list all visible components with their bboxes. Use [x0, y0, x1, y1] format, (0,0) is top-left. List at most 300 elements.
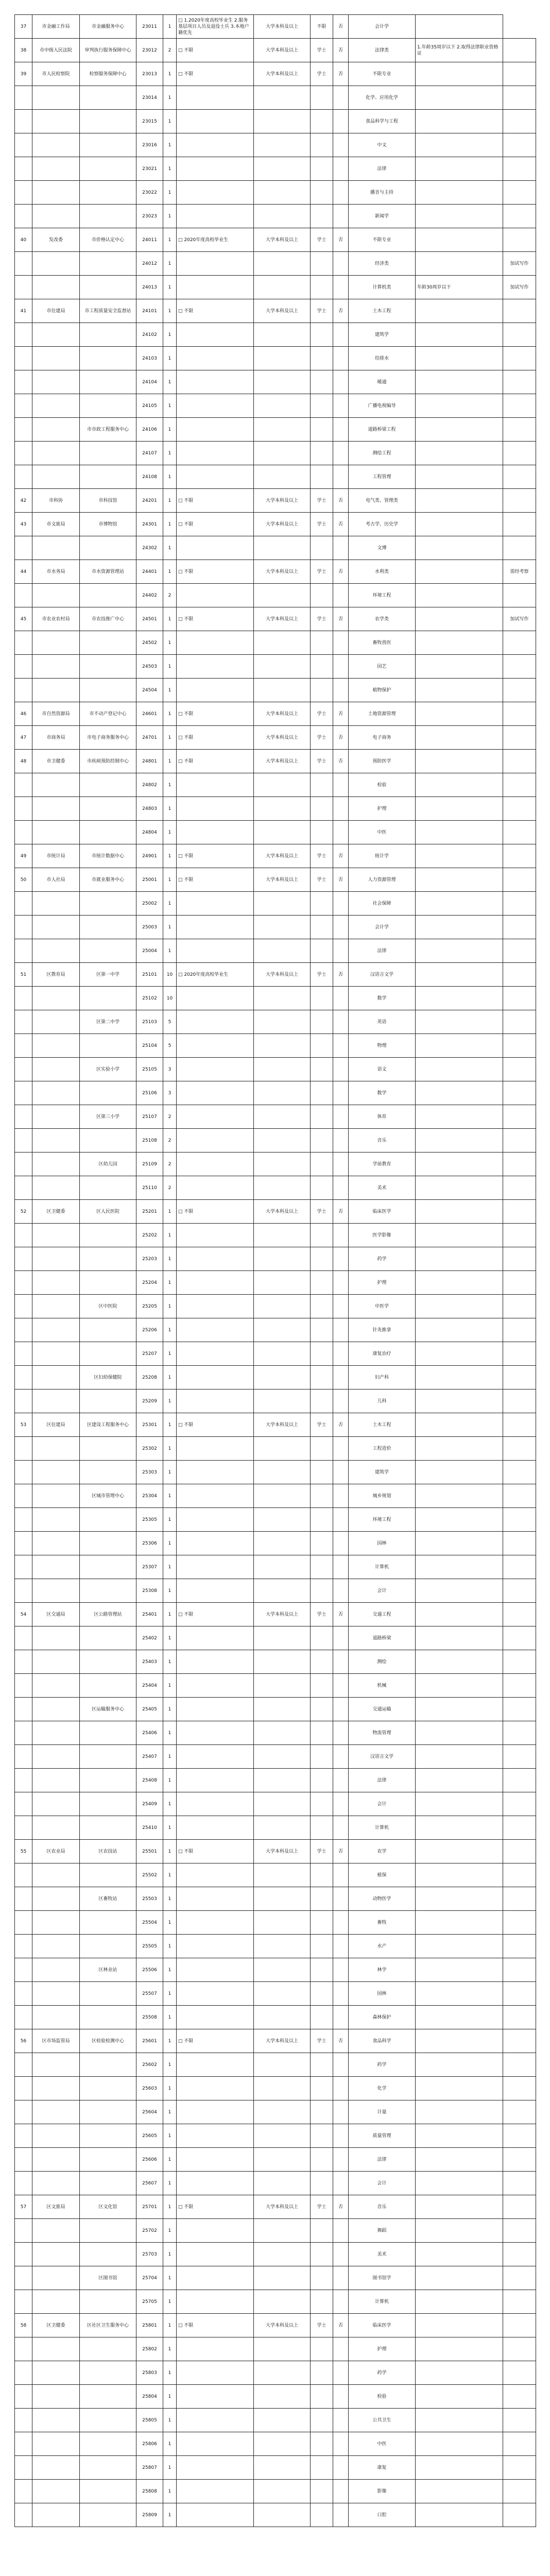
- table-cell: [32, 655, 80, 679]
- table-cell: [32, 1816, 80, 1840]
- table-cell: [311, 916, 333, 939]
- table-cell: 1: [163, 323, 177, 347]
- table-cell: [311, 892, 333, 916]
- table-cell: [32, 205, 80, 228]
- table-cell: 畜牧兽医: [349, 631, 416, 655]
- table-cell: [177, 1342, 254, 1366]
- table-cell: 法律: [349, 157, 416, 181]
- table-cell: [311, 110, 333, 133]
- table-cell: [416, 797, 503, 821]
- table-cell: 57: [15, 2195, 32, 2219]
- table-cell: [333, 1650, 349, 1674]
- table-cell: 区实验小学: [80, 1058, 136, 1081]
- table-cell: [416, 1224, 503, 1247]
- table-cell: [32, 2148, 80, 2172]
- table-cell: 1: [163, 797, 177, 821]
- table-cell: 需经考察: [503, 560, 536, 584]
- table-cell: 语文: [349, 1058, 416, 1081]
- table-cell: [311, 584, 333, 607]
- table-cell: [80, 1247, 136, 1271]
- table-cell: [333, 1081, 349, 1105]
- table-cell: [333, 157, 349, 181]
- table-row: [15, 844, 536, 868]
- table-cell: [32, 1224, 80, 1247]
- table-cell: [333, 2219, 349, 2243]
- table-cell: [333, 1295, 349, 1318]
- table-cell: [15, 1911, 32, 1935]
- table-cell: 1: [163, 1603, 177, 1626]
- table-cell: [416, 252, 503, 276]
- table-row: [15, 205, 536, 228]
- table-cell: [503, 418, 536, 442]
- table-cell: 25702: [136, 2219, 163, 2243]
- table-cell: [32, 2243, 80, 2266]
- table-cell: 大学本科及以上: [254, 702, 311, 726]
- table-cell: 25501: [136, 1840, 163, 1863]
- table-cell: [32, 2219, 80, 2243]
- table-cell: 49: [15, 844, 32, 868]
- table-cell: 化学、应用化学: [349, 86, 416, 110]
- table-cell: [503, 1010, 536, 1034]
- table-cell: 1: [163, 2290, 177, 2314]
- table-row: [15, 607, 536, 631]
- table-cell: 48: [15, 750, 32, 773]
- table-cell: □ 不限: [177, 2314, 254, 2337]
- table-cell: [80, 2077, 136, 2100]
- table-cell: [333, 181, 349, 205]
- table-cell: [32, 2290, 80, 2314]
- table-cell: 电子商务: [349, 726, 416, 750]
- table-row: [15, 1034, 536, 1058]
- table-cell: [177, 1721, 254, 1745]
- table-cell: 大学本科及以上: [254, 2029, 311, 2053]
- table-cell: [416, 655, 503, 679]
- table-cell: 25104: [136, 1034, 163, 1058]
- table-cell: [177, 442, 254, 465]
- table-cell: [503, 1295, 536, 1318]
- table-cell: [311, 2503, 333, 2527]
- table-cell: [80, 1318, 136, 1342]
- table-cell: [503, 2503, 536, 2527]
- table-row: [15, 750, 536, 773]
- table-cell: [311, 2480, 333, 2503]
- table-cell: [80, 1034, 136, 1058]
- table-cell: [80, 2172, 136, 2195]
- table-cell: 24401: [136, 560, 163, 584]
- table-cell: [311, 1863, 333, 1887]
- table-row: [15, 157, 536, 181]
- table-cell: [503, 2124, 536, 2148]
- table-cell: [503, 2219, 536, 2243]
- table-cell: [333, 1508, 349, 1532]
- table-cell: [177, 2100, 254, 2124]
- table-cell: [80, 821, 136, 844]
- table-cell: [32, 2053, 80, 2077]
- table-cell: [254, 1484, 311, 1508]
- table-cell: 25504: [136, 1911, 163, 1935]
- table-cell: [416, 394, 503, 418]
- table-cell: [311, 2077, 333, 2100]
- table-cell: 质量管理: [349, 2124, 416, 2148]
- table-cell: [15, 1650, 32, 1674]
- table-cell: [80, 584, 136, 607]
- table-cell: [416, 1413, 503, 1437]
- table-cell: 社会保障: [349, 892, 416, 916]
- table-cell: 康复: [349, 2456, 416, 2480]
- table-cell: [311, 1484, 333, 1508]
- table-cell: [177, 1129, 254, 1153]
- table-cell: [15, 1721, 32, 1745]
- table-cell: [32, 1555, 80, 1579]
- table-row: [15, 1650, 536, 1674]
- table-cell: 25506: [136, 1958, 163, 1982]
- table-cell: 24108: [136, 465, 163, 489]
- table-cell: [177, 2243, 254, 2266]
- table-cell: [254, 1674, 311, 1698]
- table-cell: 25003: [136, 916, 163, 939]
- table-cell: [254, 821, 311, 844]
- table-cell: 1: [163, 1247, 177, 1271]
- table-cell: [416, 2219, 503, 2243]
- table-cell: [416, 750, 503, 773]
- table-cell: 否: [333, 15, 349, 39]
- table-cell: [254, 1792, 311, 1816]
- table-cell: 汉语言文学: [349, 1745, 416, 1769]
- table-cell: 25406: [136, 1721, 163, 1745]
- table-cell: [15, 1555, 32, 1579]
- table-cell: [80, 1721, 136, 1745]
- table-cell: [80, 1769, 136, 1792]
- table-cell: [32, 1389, 80, 1413]
- table-cell: [311, 442, 333, 465]
- table-cell: 区住建局: [32, 1413, 80, 1437]
- table-cell: [15, 679, 32, 702]
- table-cell: 区妇幼保健院: [80, 1366, 136, 1389]
- table-cell: 交通运输: [349, 1698, 416, 1721]
- table-cell: [32, 2456, 80, 2480]
- table-cell: [80, 892, 136, 916]
- table-cell: [15, 1863, 32, 1887]
- table-cell: [333, 1555, 349, 1579]
- table-cell: [503, 2243, 536, 2266]
- table-cell: [32, 1863, 80, 1887]
- table-cell: 口腔: [349, 2503, 416, 2527]
- table-row: [15, 62, 536, 86]
- table-cell: [32, 2432, 80, 2456]
- table-cell: [15, 1674, 32, 1698]
- table-cell: [80, 1508, 136, 1532]
- table-cell: [32, 1034, 80, 1058]
- table-cell: □ 不限: [177, 489, 254, 513]
- table-cell: 1: [163, 1840, 177, 1863]
- table-cell: 大学本科及以上: [254, 1840, 311, 1863]
- table-cell: 1: [163, 1295, 177, 1318]
- table-cell: 播音与主持: [349, 181, 416, 205]
- table-cell: 24102: [136, 323, 163, 347]
- table-cell: 1: [163, 394, 177, 418]
- table-cell: 1: [163, 442, 177, 465]
- table-cell: [177, 276, 254, 299]
- table-cell: [177, 2006, 254, 2029]
- table-row: [15, 110, 536, 133]
- table-cell: □ 2020年度高校毕业生: [177, 228, 254, 252]
- table-cell: 1: [163, 1461, 177, 1484]
- table-cell: [503, 987, 536, 1010]
- table-row: [15, 489, 536, 513]
- table-cell: [333, 631, 349, 655]
- table-cell: [32, 1911, 80, 1935]
- table-row: [15, 1224, 536, 1247]
- table-cell: 25303: [136, 1461, 163, 1484]
- table-cell: [177, 1579, 254, 1603]
- table-cell: [254, 584, 311, 607]
- table-cell: 区农技站: [80, 1840, 136, 1863]
- table-row: [15, 2195, 536, 2219]
- table-cell: [80, 655, 136, 679]
- table-row: [15, 2100, 536, 2124]
- table-cell: [311, 1058, 333, 1081]
- table-cell: [15, 1508, 32, 1532]
- table-cell: 24101: [136, 299, 163, 323]
- table-cell: [503, 1224, 536, 1247]
- table-cell: 市不动产登记中心: [80, 702, 136, 726]
- table-cell: 1: [163, 1745, 177, 1769]
- table-cell: [15, 465, 32, 489]
- table-cell: [80, 1271, 136, 1295]
- table-cell: 水产: [349, 1935, 416, 1958]
- table-cell: [311, 1579, 333, 1603]
- table-cell: 25505: [136, 1935, 163, 1958]
- table-cell: [32, 370, 80, 394]
- table-cell: [416, 702, 503, 726]
- table-cell: 1: [163, 2029, 177, 2053]
- table-cell: 否: [333, 62, 349, 86]
- table-cell: 25402: [136, 1626, 163, 1650]
- table-cell: 物流管理: [349, 1721, 416, 1745]
- table-cell: 40: [15, 228, 32, 252]
- table-row: [15, 465, 536, 489]
- table-cell: [333, 1153, 349, 1176]
- table-cell: 学士: [311, 702, 333, 726]
- table-cell: [416, 228, 503, 252]
- table-cell: [254, 1058, 311, 1081]
- table-cell: [254, 892, 311, 916]
- table-cell: 广播电视编导: [349, 394, 416, 418]
- table-cell: [32, 2480, 80, 2503]
- table-cell: 年龄30周岁以下: [416, 276, 503, 299]
- table-cell: [416, 2266, 503, 2290]
- table-cell: [254, 1461, 311, 1484]
- table-cell: 护理: [349, 797, 416, 821]
- table-cell: 1: [163, 868, 177, 892]
- table-cell: [80, 987, 136, 1010]
- table-cell: 音乐: [349, 2195, 416, 2219]
- table-cell: 环境工程: [349, 1508, 416, 1532]
- table-cell: 1: [163, 1413, 177, 1437]
- table-cell: 药学: [349, 2053, 416, 2077]
- table-cell: [177, 916, 254, 939]
- table-cell: [32, 1366, 80, 1389]
- table-cell: [333, 1105, 349, 1129]
- table-cell: [254, 2337, 311, 2361]
- table-cell: [177, 1816, 254, 1840]
- table-cell: [15, 1224, 32, 1247]
- table-cell: [333, 1958, 349, 1982]
- table-cell: 1: [163, 1579, 177, 1603]
- table-cell: [32, 2266, 80, 2290]
- table-cell: 区卫健委: [32, 2314, 80, 2337]
- table-cell: [503, 1271, 536, 1295]
- table-cell: [311, 655, 333, 679]
- table-row: [15, 2266, 536, 2290]
- table-cell: [177, 2290, 254, 2314]
- table-row: [15, 1579, 536, 1603]
- table-cell: [254, 1555, 311, 1579]
- table-cell: 25001: [136, 868, 163, 892]
- table-cell: [15, 821, 32, 844]
- table-cell: 农学类: [349, 607, 416, 631]
- table-cell: [177, 1532, 254, 1555]
- table-cell: 38: [15, 39, 32, 62]
- table-cell: 儿科: [349, 1389, 416, 1413]
- table-cell: 道路桥梁: [349, 1626, 416, 1650]
- table-cell: 否: [333, 513, 349, 536]
- table-cell: 学士: [311, 963, 333, 987]
- table-row: [15, 1105, 536, 1129]
- table-cell: [177, 1153, 254, 1176]
- table-cell: [503, 1437, 536, 1461]
- table-cell: □ 不限: [177, 299, 254, 323]
- table-cell: [254, 276, 311, 299]
- table-cell: 否: [333, 560, 349, 584]
- table-cell: [311, 2337, 333, 2361]
- table-cell: 5: [163, 1010, 177, 1034]
- table-cell: [32, 1508, 80, 1532]
- table-cell: 23015: [136, 110, 163, 133]
- table-cell: [177, 1058, 254, 1081]
- table-cell: [311, 1816, 333, 1840]
- table-cell: [503, 2148, 536, 2172]
- table-cell: [333, 892, 349, 916]
- table-cell: [80, 133, 136, 157]
- table-cell: [333, 2006, 349, 2029]
- table-cell: 1: [163, 1863, 177, 1887]
- table-cell: 林学: [349, 1958, 416, 1982]
- table-cell: 市住建局: [32, 299, 80, 323]
- table-cell: [15, 1129, 32, 1153]
- table-cell: [503, 1887, 536, 1911]
- table-cell: [15, 1769, 32, 1792]
- table-cell: [311, 1911, 333, 1935]
- table-cell: [416, 1769, 503, 1792]
- table-cell: [416, 205, 503, 228]
- table-row: [15, 1840, 536, 1863]
- table-cell: 区检验检测中心: [80, 2029, 136, 2053]
- table-cell: [333, 797, 349, 821]
- table-cell: □ 不限: [177, 1840, 254, 1863]
- table-cell: [416, 2456, 503, 2480]
- table-cell: 23016: [136, 133, 163, 157]
- table-cell: 水利类: [349, 560, 416, 584]
- table-cell: [311, 370, 333, 394]
- table-cell: [311, 939, 333, 963]
- table-cell: 24701: [136, 726, 163, 750]
- table-cell: □ 2020年度高校毕业生: [177, 963, 254, 987]
- table-cell: [416, 2314, 503, 2337]
- table-cell: [177, 892, 254, 916]
- table-cell: [80, 276, 136, 299]
- table-cell: [416, 916, 503, 939]
- table-cell: □ 不限: [177, 726, 254, 750]
- table-cell: [254, 1579, 311, 1603]
- table-cell: [254, 1176, 311, 1200]
- table-cell: [503, 1626, 536, 1650]
- table-cell: [333, 1816, 349, 1840]
- table-cell: [254, 110, 311, 133]
- table-cell: [32, 584, 80, 607]
- table-cell: 学士: [311, 228, 333, 252]
- table-row: [15, 2243, 536, 2266]
- table-cell: [333, 2361, 349, 2385]
- table-cell: [177, 347, 254, 370]
- table-cell: 24104: [136, 370, 163, 394]
- table-cell: [503, 1461, 536, 1484]
- table-row: [15, 2503, 536, 2527]
- table-cell: 学士: [311, 750, 333, 773]
- table-cell: 25208: [136, 1366, 163, 1389]
- table-cell: [333, 2503, 349, 2527]
- table-row: [15, 726, 536, 750]
- table-cell: [311, 2006, 333, 2029]
- table-cell: [177, 1792, 254, 1816]
- table-cell: 公共卫生: [349, 2409, 416, 2432]
- table-cell: [503, 133, 536, 157]
- table-cell: [311, 1129, 333, 1153]
- table-cell: [416, 1532, 503, 1555]
- table-cell: [15, 1437, 32, 1461]
- table-cell: 1: [163, 2006, 177, 2029]
- table-cell: [32, 679, 80, 702]
- table-cell: [311, 1532, 333, 1555]
- table-cell: [254, 631, 311, 655]
- table-cell: [32, 1698, 80, 1721]
- table-cell: 25703: [136, 2243, 163, 2266]
- table-cell: [416, 1603, 503, 1626]
- table-cell: [80, 1437, 136, 1461]
- table-cell: 1: [163, 157, 177, 181]
- table-cell: [177, 1247, 254, 1271]
- table-cell: [80, 536, 136, 560]
- table-cell: [333, 1745, 349, 1769]
- table-cell: [311, 1176, 333, 1200]
- table-cell: 针灸推拿: [349, 1318, 416, 1342]
- table-cell: 24013: [136, 276, 163, 299]
- table-cell: [32, 1342, 80, 1366]
- table-cell: [416, 2480, 503, 2503]
- table-cell: [80, 2337, 136, 2361]
- table-cell: [254, 1271, 311, 1295]
- table-cell: [416, 1058, 503, 1081]
- table-cell: [416, 1153, 503, 1176]
- table-cell: [333, 2100, 349, 2124]
- table-cell: 市文旅局: [32, 513, 80, 536]
- table-cell: [177, 1935, 254, 1958]
- table-cell: [503, 892, 536, 916]
- table-cell: 25110: [136, 1176, 163, 1200]
- table-cell: [177, 2219, 254, 2243]
- table-cell: [503, 963, 536, 987]
- table-cell: [311, 2172, 333, 2195]
